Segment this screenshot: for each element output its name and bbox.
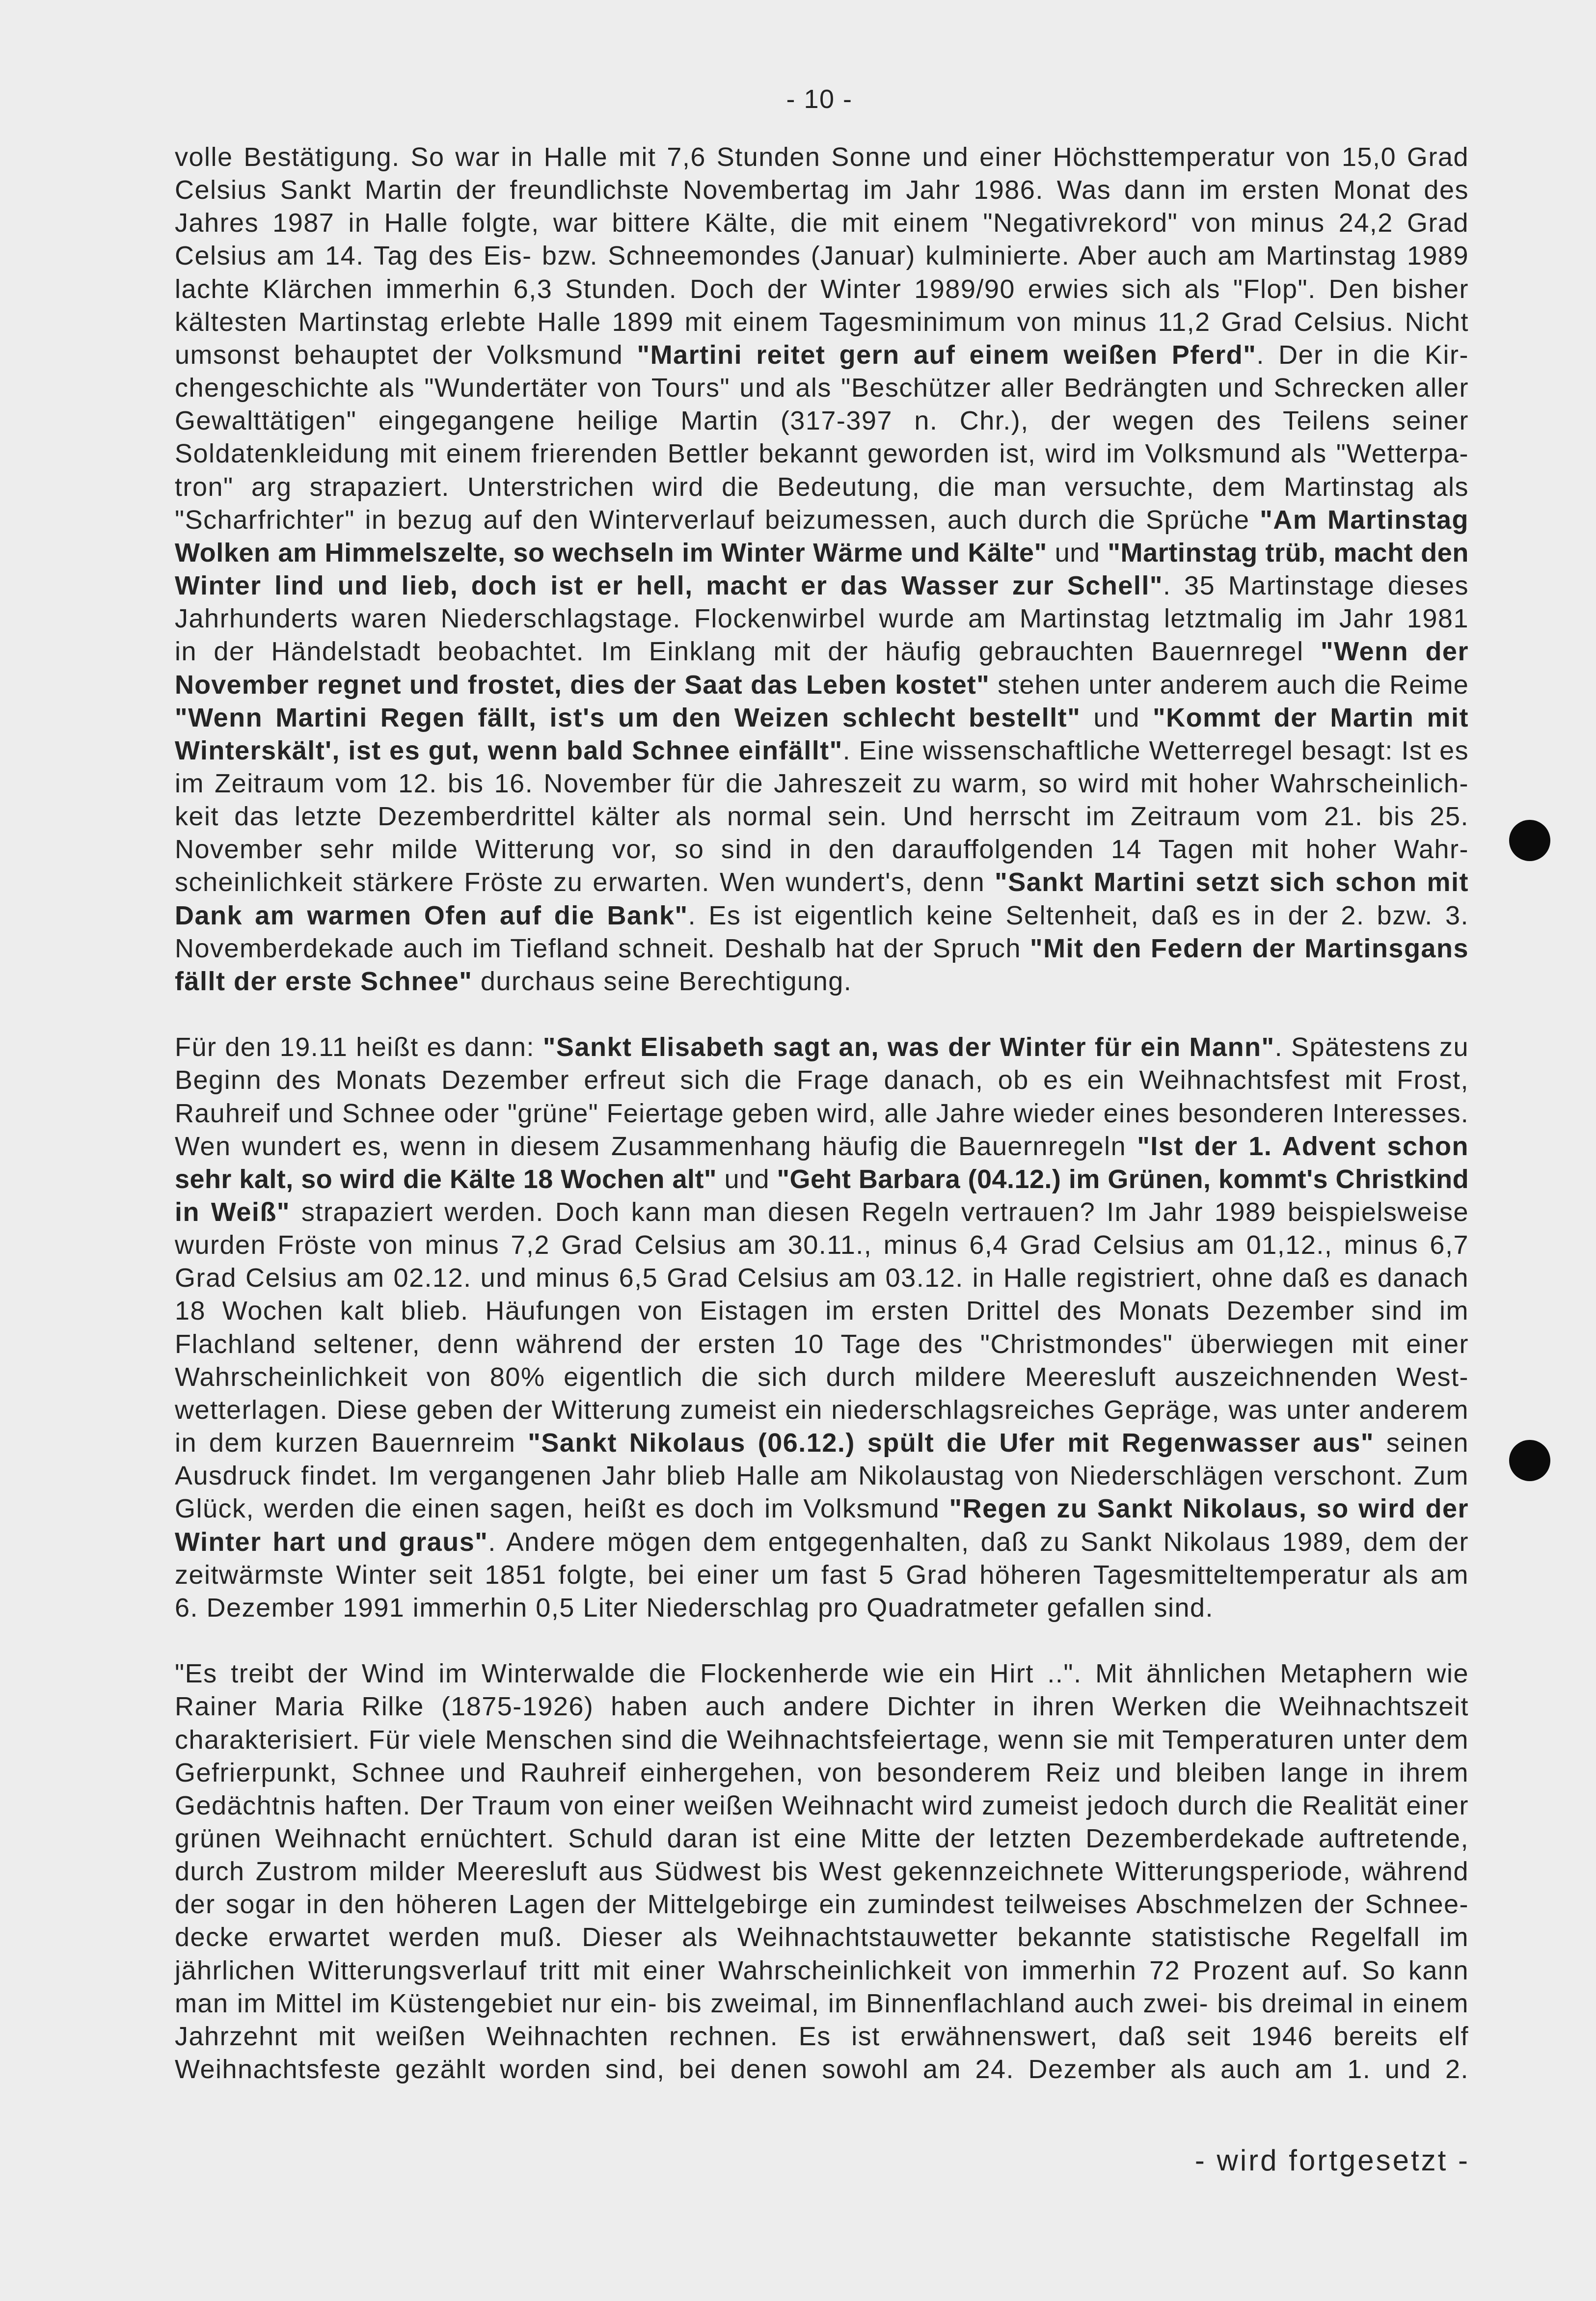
text-line bbox=[175, 1822, 1470, 1855]
text-segment: lachte Klärchen immerhin 6,3 Stunden. Doch der Winter 1989/90 erwies sich als "Flop". Den bisher bbox=[175, 274, 1469, 304]
text-segment: charakterisiert. Für viele Menschen sind die Weihnachtsfeiertage, wenn sie mit Temperaturen unter dem bbox=[175, 1725, 1469, 1755]
text-segment: November sehr milde Witterung vor, so sind in den darauffolgenden 14 Tagen mit hoher Wahr- bbox=[175, 835, 1469, 865]
text-segment: . 35 Martinstage dieses bbox=[1163, 571, 1469, 601]
text-line-content bbox=[175, 669, 1469, 702]
text-line bbox=[175, 240, 1470, 272]
text-line bbox=[175, 537, 1470, 569]
text-line bbox=[175, 471, 1470, 504]
text-line bbox=[175, 800, 1470, 833]
text-segment: . Der in die Kir- bbox=[1256, 340, 1469, 370]
text-segment: Novemberdekade auch im Tiefland schneit. Deshalb hat der Spruch bbox=[175, 933, 1030, 963]
text-line bbox=[175, 1229, 1470, 1262]
bold-text-segment: "Sankt Elisabeth sagt an, was der Winter für ein Mann" bbox=[542, 1032, 1275, 1062]
text-segment: Jahres 1987 in Halle folgte, war bittere Kälte, die mit einem "Negativrekord" von minus 24,2 Grad bbox=[175, 208, 1469, 238]
text-line-content bbox=[175, 899, 1469, 932]
continuation-note: - wird fortgesetzt - bbox=[1194, 2144, 1470, 2177]
bold-text-segment: "Am Martinstag bbox=[1260, 505, 1469, 535]
text-line-content bbox=[175, 1888, 1469, 1921]
text-line bbox=[175, 669, 1470, 702]
text-line-content bbox=[175, 1724, 1469, 1757]
text-line bbox=[175, 339, 1470, 372]
text-segment: Rainer Maria Rilke (1875-1926) haben auch andere Dichter in ihren Werken die Weihnachtszeit bbox=[175, 1692, 1469, 1722]
text-line bbox=[175, 405, 1470, 437]
text-segment: tron" arg strapaziert. Unterstrichen wird die Bedeutung, die man versuchte, dem Martinstag als bbox=[175, 472, 1469, 502]
text-segment: umsonst behauptet der Volksmund bbox=[175, 340, 637, 370]
text-line-content bbox=[175, 1262, 1469, 1295]
text-line bbox=[175, 1394, 1470, 1427]
text-line bbox=[175, 1295, 1470, 1327]
text-segment: Flachland seltener, denn während der ersten 10 Tage des "Christmondes" überwiegen mit einer bbox=[175, 1329, 1469, 1359]
text-line-content bbox=[175, 1526, 1469, 1559]
text-segment: . Spätestens zu bbox=[1274, 1032, 1469, 1062]
text-segment: decke erwartet werden muß. Dieser als Weihnachtstauwetter bekannte statistische Regelfall im bbox=[175, 1922, 1469, 1952]
text-line-content bbox=[175, 932, 1469, 965]
text-line bbox=[175, 207, 1470, 240]
text-line-content bbox=[175, 1163, 1469, 1196]
text-line-content bbox=[175, 1789, 1469, 1822]
text-line-content bbox=[175, 1592, 1214, 1624]
text-segment: chengeschichte als "Wundertäter von Tours" und als "Beschützer aller Bedrängten und Schrecken aller bbox=[175, 373, 1469, 403]
text-line-content bbox=[175, 1427, 1469, 1460]
text-line bbox=[175, 1097, 1470, 1130]
text-line-content bbox=[175, 339, 1469, 372]
text-line-content bbox=[175, 1757, 1469, 1789]
text-segment: wurden Fröste von minus 7,2 Grad Celsius am 30.11., minus 6,4 Grad Celsius am 01,12., minus 6,7 bbox=[175, 1230, 1469, 1260]
text-line bbox=[175, 932, 1470, 965]
text-line bbox=[175, 1888, 1470, 1921]
text-segment: Weihnachtsfeste gezählt worden sind, bei denen sowohl am 24. Dezember als auch am 1. und 2. bbox=[175, 2055, 1469, 2084]
text-line bbox=[175, 174, 1470, 207]
text-line bbox=[175, 1130, 1470, 1163]
text-segment: und bbox=[1081, 703, 1153, 732]
text-line-content bbox=[175, 174, 1469, 207]
text-line bbox=[175, 1526, 1470, 1559]
text-segment: kältesten Martinstag erlebte Halle 1899 mit einem Tagesminimum von minus 11,2 Grad Celsius. Nicht bbox=[175, 307, 1469, 337]
text-line-content bbox=[175, 1196, 1469, 1229]
text-segment: Gedächtnis haften. Der Traum von einer weißen Weihnacht wird zumeist jedoch durch die Realität einer bbox=[175, 1790, 1469, 1820]
text-line bbox=[175, 141, 1470, 174]
text-line-content bbox=[175, 635, 1469, 668]
text-line bbox=[175, 635, 1470, 668]
text-line bbox=[175, 1559, 1470, 1592]
text-line-content bbox=[175, 767, 1469, 800]
bold-text-segment: "Regen zu Sankt Nikolaus, so wird der bbox=[949, 1494, 1469, 1524]
bold-text-segment: sehr kalt, so wird die Kälte 18 Wochen alt" bbox=[175, 1164, 717, 1194]
text-line-content bbox=[175, 1492, 1469, 1525]
text-segment: Wen wundert es, wenn in diesem Zusammenhang häufig die Bauernregeln bbox=[175, 1131, 1137, 1161]
bold-text-segment: Dank am warmen Ofen auf die Bank" bbox=[175, 900, 688, 930]
text-line bbox=[175, 2020, 1470, 2053]
text-line-content bbox=[175, 1855, 1469, 1888]
text-line-content bbox=[175, 569, 1469, 602]
text-line bbox=[175, 734, 1470, 767]
text-segment: Für den 19.11 heißt es dann: bbox=[175, 1032, 543, 1062]
text-line-content bbox=[175, 1559, 1469, 1592]
bold-text-segment: "Martinstag trüb, macht den bbox=[1108, 538, 1469, 568]
text-segment: Jahrhunderts waren Niederschlagstage. Flockenwirbel wurde am Martinstag letztmalig im Jahr 1981 bbox=[175, 604, 1469, 634]
text-line-content bbox=[175, 207, 1469, 240]
text-line bbox=[175, 1492, 1470, 1525]
text-line-content bbox=[175, 800, 1469, 833]
text-line bbox=[175, 1954, 1470, 1987]
text-line bbox=[175, 899, 1470, 932]
text-line bbox=[175, 372, 1470, 405]
bold-text-segment: Wolken am Himmelszelte, so wechseln im Winter Wärme und Kälte" bbox=[175, 538, 1047, 568]
text-line-content bbox=[175, 372, 1469, 405]
text-line-content bbox=[175, 833, 1469, 866]
text-segment: Celsius am 14. Tag des Eis- bzw. Schneemondes (Januar) kulminierte. Aber auch am Martinstag 1989 bbox=[175, 241, 1469, 271]
text-segment: grünen Weihnacht ernüchtert. Schuld daran ist eine Mitte der letzten Dezemberdekade auftretende, bbox=[175, 1823, 1469, 1853]
text-segment: zeitwärmste Winter seit 1851 folgte, bei einer um fast 5 Grad höheren Tagesmitteltemperatur als am bbox=[175, 1560, 1469, 1590]
text-line-content bbox=[175, 1822, 1469, 1855]
text-segment: und bbox=[1047, 538, 1108, 568]
text-segment: stehen unter anderem auch die Reime bbox=[989, 670, 1469, 700]
text-segment: seinen bbox=[1374, 1428, 1469, 1458]
text-segment: keit das letzte Dezemberdrittel kälter als normal sein. Und herrscht im Zeitraum vom 21. bis 25. bbox=[175, 802, 1469, 832]
text-segment: in dem kurzen Bauernreim bbox=[175, 1428, 528, 1458]
text-segment: Ausdruck findet. Im vergangenen Jahr blieb Halle am Nikolaustag von Niederschlägen verschont. Zum bbox=[175, 1461, 1469, 1491]
text-segment: volle Bestätigung. So war in Halle mit 7,6 Stunden Sonne und einer Höchsttemperatur von 15,0 Grad bbox=[175, 142, 1469, 172]
text-line-content bbox=[175, 1394, 1469, 1427]
text-line bbox=[175, 1987, 1470, 2020]
text-segment: Rauhreif und Schnee oder "grüne" Feiertage geben wird, alle Jahre wieder eines besonderen Interesses. bbox=[175, 1098, 1469, 1128]
text-segment: Beginn des Monats Dezember erfreut sich die Frage danach, ob es ein Weihnachtsfest mit Frost, bbox=[175, 1065, 1469, 1095]
text-line-content bbox=[175, 504, 1469, 537]
text-line bbox=[175, 965, 1470, 998]
paragraph-3 bbox=[175, 1657, 1470, 2086]
text-segment: durch Zustrom milder Meeresluft aus Südwest bis West gekennzeichnete Witterungsperiode, während bbox=[175, 1857, 1469, 1887]
text-line bbox=[175, 1427, 1470, 1460]
bold-text-segment: "Martini reitet gern auf einem weißen Pferd" bbox=[637, 340, 1257, 370]
text-line-content bbox=[175, 1064, 1469, 1097]
text-line bbox=[175, 1064, 1470, 1097]
text-line-content bbox=[175, 141, 1469, 174]
text-segment: Grad Celsius am 02.12. und minus 6,5 Grad Celsius am 03.12. in Halle registriert, ohne daß es danach bbox=[175, 1263, 1469, 1293]
text-segment: Glück, werden die einen sagen, heißt es doch im Volksmund bbox=[175, 1494, 949, 1524]
text-line bbox=[175, 1592, 1470, 1624]
text-segment: und bbox=[716, 1164, 777, 1194]
text-line-content bbox=[175, 306, 1469, 339]
text-line-content bbox=[175, 602, 1469, 635]
text-line-content bbox=[175, 537, 1469, 569]
text-line bbox=[175, 1921, 1470, 1954]
text-line bbox=[175, 569, 1470, 602]
text-line bbox=[175, 1690, 1470, 1723]
paragraph-2 bbox=[175, 1031, 1470, 1624]
text-line-content bbox=[175, 1657, 1469, 1690]
text-segment: durchaus seine Berechtigung. bbox=[472, 966, 852, 996]
text-segment: 6. Dezember 1991 immerhin 0,5 Liter Niederschlag pro Quadratmeter gefallen sind. bbox=[175, 1593, 1214, 1623]
bold-text-segment: in Weiß" bbox=[175, 1197, 290, 1227]
text-line bbox=[175, 602, 1470, 635]
text-line bbox=[175, 866, 1470, 899]
bold-text-segment: "Wenn Martini Regen fällt, ist's um den Weizen schlecht bestellt" bbox=[175, 703, 1081, 732]
text-segment: "Es treibt der Wind im Winterwalde die Flockenherde wie ein Hirt ..". Mit ähnlichen Metaphern wie bbox=[175, 1659, 1469, 1689]
bold-text-segment: "Sankt Nikolaus (06.12.) spült die Ufer mit Regenwasser aus" bbox=[528, 1428, 1374, 1458]
punch-hole bbox=[1509, 820, 1550, 861]
text-line bbox=[175, 1328, 1470, 1361]
text-segment: wetterlagen. Diese geben der Witterung zumeist ein niederschlagsreiches Gepräge, was unter anderem bbox=[175, 1395, 1469, 1425]
text-line bbox=[175, 1031, 1470, 1064]
bold-text-segment: "Mit den Federn der Martinsgans bbox=[1029, 933, 1469, 963]
body-text bbox=[175, 141, 1470, 2086]
text-line-content bbox=[175, 471, 1469, 504]
text-line-content bbox=[175, 1954, 1469, 1987]
text-line bbox=[175, 767, 1470, 800]
text-line-content bbox=[175, 1229, 1469, 1262]
text-line-content bbox=[175, 1690, 1469, 1723]
bold-text-segment: "Kommt der Martin mit bbox=[1153, 703, 1469, 732]
text-line-content bbox=[175, 1097, 1469, 1130]
text-segment: strapaziert werden. Doch kann man diesen Regeln vertrauen? Im Jahr 1989 beispielsweise bbox=[290, 1197, 1469, 1227]
text-line-content bbox=[175, 437, 1469, 470]
text-line bbox=[175, 1262, 1470, 1295]
text-segment: "Scharfrichter" in bezug auf den Winterverlauf beizumessen, auch durch die Sprüche bbox=[175, 505, 1260, 535]
text-segment: Wahrscheinlichkeit von 80% eigentlich die sich durch mildere Meeresluft auszeichnenden West- bbox=[175, 1362, 1469, 1392]
text-segment: man im Mittel im Küstengebiet nur ein- bis zweimal, im Binnenflachland auch zwei- bis dreimal in einem bbox=[175, 1988, 1469, 2018]
text-segment: . Es ist eigentlich keine Seltenheit, daß es in der 2. bzw. 3. bbox=[688, 900, 1469, 930]
bold-text-segment: Winter hart und graus" bbox=[175, 1527, 488, 1557]
bold-text-segment: Winterskält', ist es gut, wenn bald Schnee einfällt" bbox=[175, 735, 843, 765]
text-line bbox=[175, 1163, 1470, 1196]
text-line-content bbox=[175, 734, 1469, 767]
bold-text-segment: "Ist der 1. Advent schon bbox=[1137, 1131, 1469, 1161]
text-line-content bbox=[175, 1361, 1469, 1394]
text-segment: Jahrzehnt mit weißen Weihnachten rechnen. Es ist erwähnenswert, daß seit 1946 bereits elf bbox=[175, 2021, 1469, 2051]
text-segment: Soldatenkleidung mit einem frierenden Bettler bekannt geworden ist, wird im Volksmund als "Wetterpa- bbox=[175, 439, 1469, 469]
text-segment: 18 Wochen kalt blieb. Häufungen von Eistagen im ersten Drittel des Monats Dezember sind im bbox=[175, 1296, 1469, 1326]
text-line-content bbox=[175, 1921, 1469, 1954]
bold-text-segment: fällt der erste Schnee" bbox=[175, 966, 473, 996]
text-line bbox=[175, 1361, 1470, 1394]
text-line-content bbox=[175, 1031, 1469, 1064]
text-line-content bbox=[175, 2020, 1469, 2053]
text-line-content bbox=[175, 1328, 1469, 1361]
text-line-content bbox=[175, 273, 1469, 306]
text-line bbox=[175, 1724, 1470, 1757]
text-line-content bbox=[175, 405, 1469, 437]
punch-hole bbox=[1509, 1440, 1550, 1481]
text-line bbox=[175, 504, 1470, 537]
text-line bbox=[175, 702, 1470, 734]
text-line-content bbox=[175, 1295, 1469, 1327]
text-line bbox=[175, 2053, 1470, 2086]
text-line bbox=[175, 1757, 1470, 1789]
text-line bbox=[175, 1196, 1470, 1229]
text-segment: jährlichen Witterungsverlauf tritt mit einer Wahrscheinlichkeit von immerhin 72 Prozent auf. So kann bbox=[175, 1955, 1469, 1985]
text-segment: Gefrierpunkt, Schnee und Rauhreif einhergehen, von besonderem Reiz und bleiben lange in ihrem bbox=[175, 1758, 1469, 1787]
text-line bbox=[175, 1657, 1470, 1690]
text-segment: im Zeitraum vom 12. bis 16. November für die Jahreszeit zu warm, so wird mit hoher Wahrscheinlich- bbox=[175, 768, 1469, 798]
text-line-content bbox=[175, 1987, 1469, 2020]
text-line bbox=[175, 1789, 1470, 1822]
bold-text-segment: "Geht Barbara (04.12.) im Grünen, kommt's Christkind bbox=[777, 1164, 1469, 1194]
text-segment: . Andere mögen dem entgegenhalten, daß zu Sankt Nikolaus 1989, dem der bbox=[488, 1527, 1469, 1557]
paragraph-1 bbox=[175, 141, 1470, 998]
page-number: - 10 - bbox=[786, 84, 853, 114]
text-segment: Gewalttätigen" eingegangene heilige Martin (317-397 n. Chr.), der wegen des Teilens seiner bbox=[175, 406, 1469, 436]
bold-text-segment: "Sankt Martini setzt sich schon mit bbox=[995, 867, 1469, 897]
bold-text-segment: Winter lind und lieb, doch ist er hell, macht er das Wasser zur Schell" bbox=[175, 571, 1163, 601]
text-line-content bbox=[175, 2053, 1469, 2086]
text-line-content bbox=[175, 866, 1469, 899]
text-line bbox=[175, 273, 1470, 306]
text-segment: der sogar in den höheren Lagen der Mittelgebirge ein zumindest teilweises Abschmelzen der Schnee- bbox=[175, 1890, 1469, 1920]
text-line bbox=[175, 1855, 1470, 1888]
text-line bbox=[175, 833, 1470, 866]
text-segment: . Eine wissenschaftliche Wetterregel besagt: Ist es bbox=[842, 735, 1469, 765]
text-line-content bbox=[175, 240, 1469, 272]
text-line-content bbox=[175, 702, 1469, 734]
text-segment: scheinlichkeit stärkere Fröste zu erwarten. Wen wundert's, denn bbox=[175, 867, 995, 897]
bold-text-segment: "Wenn der bbox=[1320, 637, 1469, 667]
text-line bbox=[175, 1460, 1470, 1492]
text-line bbox=[175, 437, 1470, 470]
text-line-content bbox=[175, 965, 852, 998]
text-line-content bbox=[175, 1130, 1469, 1163]
text-line bbox=[175, 306, 1470, 339]
text-segment: in der Händelstadt beobachtet. Im Einklang mit der häufig gebrauchten Bauernregel bbox=[175, 637, 1321, 667]
text-line-content bbox=[175, 1460, 1469, 1492]
bold-text-segment: November regnet und frostet, dies der Saat das Leben kostet" bbox=[175, 670, 990, 700]
text-segment: Celsius Sankt Martin der freundlichste Novembertag im Jahr 1986. Was dann im ersten Monat des bbox=[175, 175, 1469, 205]
